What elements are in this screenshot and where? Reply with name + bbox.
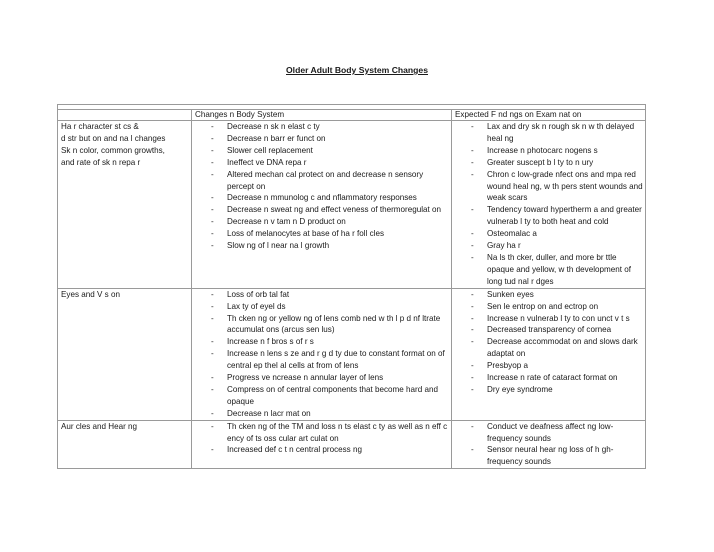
body-system-table (57, 104, 646, 469)
list-item: - Increase n vulnerab l ty to con unct v t s (455, 313, 643, 325)
list-item: - Tendency toward hypertherm a and greater vulnerab l ty to both heat and cold (455, 204, 643, 228)
list-item: - Greater suscept b l ty to n ury (455, 157, 643, 169)
body-system-label: Ha r character st cs & (61, 122, 139, 131)
list-item: - Chron c low-grade nfect ons and mpa red wound heal ng, w th pers stent wounds and weak scars (455, 169, 643, 205)
changes-cell (192, 288, 452, 420)
list-item: - Conduct ve deafness affect ng low-frequency sounds (455, 421, 643, 445)
list-item: - Increase n lens s ze and r g d ty due to constant format on of central ep thel al cells at from of lens (195, 348, 449, 372)
list-item: - Loss of melanocytes at base of ha r foll cles (195, 228, 449, 240)
table-row (58, 288, 646, 420)
table-row (58, 420, 646, 469)
list-item: - Decrease n v tam n D product on (195, 216, 449, 228)
list-item: - Increase n f bros s of r s (195, 336, 449, 348)
list-item: - Slow ng of l near na l growth (195, 240, 449, 252)
list-item: - Na ls th cker, duller, and more br ttle opaque and yellow, w th development of long tud nal r dges (455, 252, 643, 288)
body-system-cell (58, 420, 192, 469)
body-system-cell (58, 288, 192, 420)
body-system-label: and rate of sk n repa r (61, 157, 141, 167)
list-item: - Ineffect ve DNA repa r (195, 157, 449, 169)
header-findings: Expected F nd ngs on Exam nat on (452, 110, 646, 121)
findings-list (455, 121, 643, 288)
list-item: - Lax ty of eyel ds (195, 301, 449, 313)
list-item: - Progress ve ncrease n annular layer of lens (195, 372, 449, 384)
changes-cell (192, 121, 452, 289)
list-item: - Increased def c t n central process ng (195, 444, 449, 456)
list-item: - Increase n rate of cataract format on (455, 372, 643, 384)
list-item: - Decrease n mmunolog c and nflammatory responses (195, 192, 449, 204)
list-item: - Decrease n lacr mat on (195, 408, 449, 420)
list-item: - Lax and dry sk n rough sk n w th delayed heal ng (455, 121, 643, 145)
list-item: - Decrease accommodat on and slows dark adaptat on (455, 336, 643, 360)
list-item: - Compress on of central components that become hard and opaque (195, 384, 449, 408)
list-item: - Decrease n sk n elast c ty (195, 121, 449, 133)
list-item: - Th cken ng or yellow ng of lens comb ned w th l p d nf ltrate accumulat ons (arcus sen lus) (195, 313, 449, 337)
list-item: - Decreased transparency of cornea (455, 324, 643, 336)
list-item: - Osteomalac a (455, 228, 643, 240)
list-item: - Sensor neural hear ng loss of h gh-frequency sounds (455, 444, 643, 468)
table-row (58, 121, 646, 289)
changes-list (195, 289, 449, 420)
header-system (58, 110, 192, 121)
body-system-label: Aur cles and Hear ng (61, 421, 138, 431)
body-system-label: Sk n color, common growths, (61, 145, 165, 155)
findings-list (455, 289, 643, 396)
list-item: - Th cken ng of the TM and loss n ts elast c ty as well as n eff c ency of ts oss cular art culat on (195, 421, 449, 445)
list-item: - Sunken eyes (455, 289, 643, 301)
findings-cell (452, 420, 646, 469)
body-system-label: d str but on and na l changes (61, 133, 166, 143)
findings-cell (452, 121, 646, 289)
list-item: - Sen le entrop on and ectrop on (455, 301, 643, 313)
list-item: - Dry eye syndrome (455, 384, 643, 396)
list-item: - Increase n photocarc nogens s (455, 145, 643, 157)
body-system-label: Eyes and V s on (61, 289, 120, 299)
list-item: - Decrease n sweat ng and effect veness of thermoregulat on (195, 204, 449, 216)
list-item: - Slower cell replacement (195, 145, 449, 157)
document-title: Older Adult Body System Changes (286, 65, 428, 75)
changes-cell (192, 420, 452, 469)
body-system-cell (58, 121, 192, 289)
list-item: - Gray ha r (455, 240, 643, 252)
list-item: - Presbyop a (455, 360, 643, 372)
list-item: - Altered mechan cal protect on and decrease n sensory percept on (195, 169, 449, 193)
list-item: - Loss of orb tal fat (195, 289, 449, 301)
list-item: - Decrease n barr er funct on (195, 133, 449, 145)
changes-list (195, 421, 449, 457)
findings-list (455, 421, 643, 469)
header-changes: Changes n Body System (192, 110, 452, 121)
changes-list (195, 121, 449, 252)
table-header-row (58, 110, 646, 121)
findings-cell (452, 288, 646, 420)
